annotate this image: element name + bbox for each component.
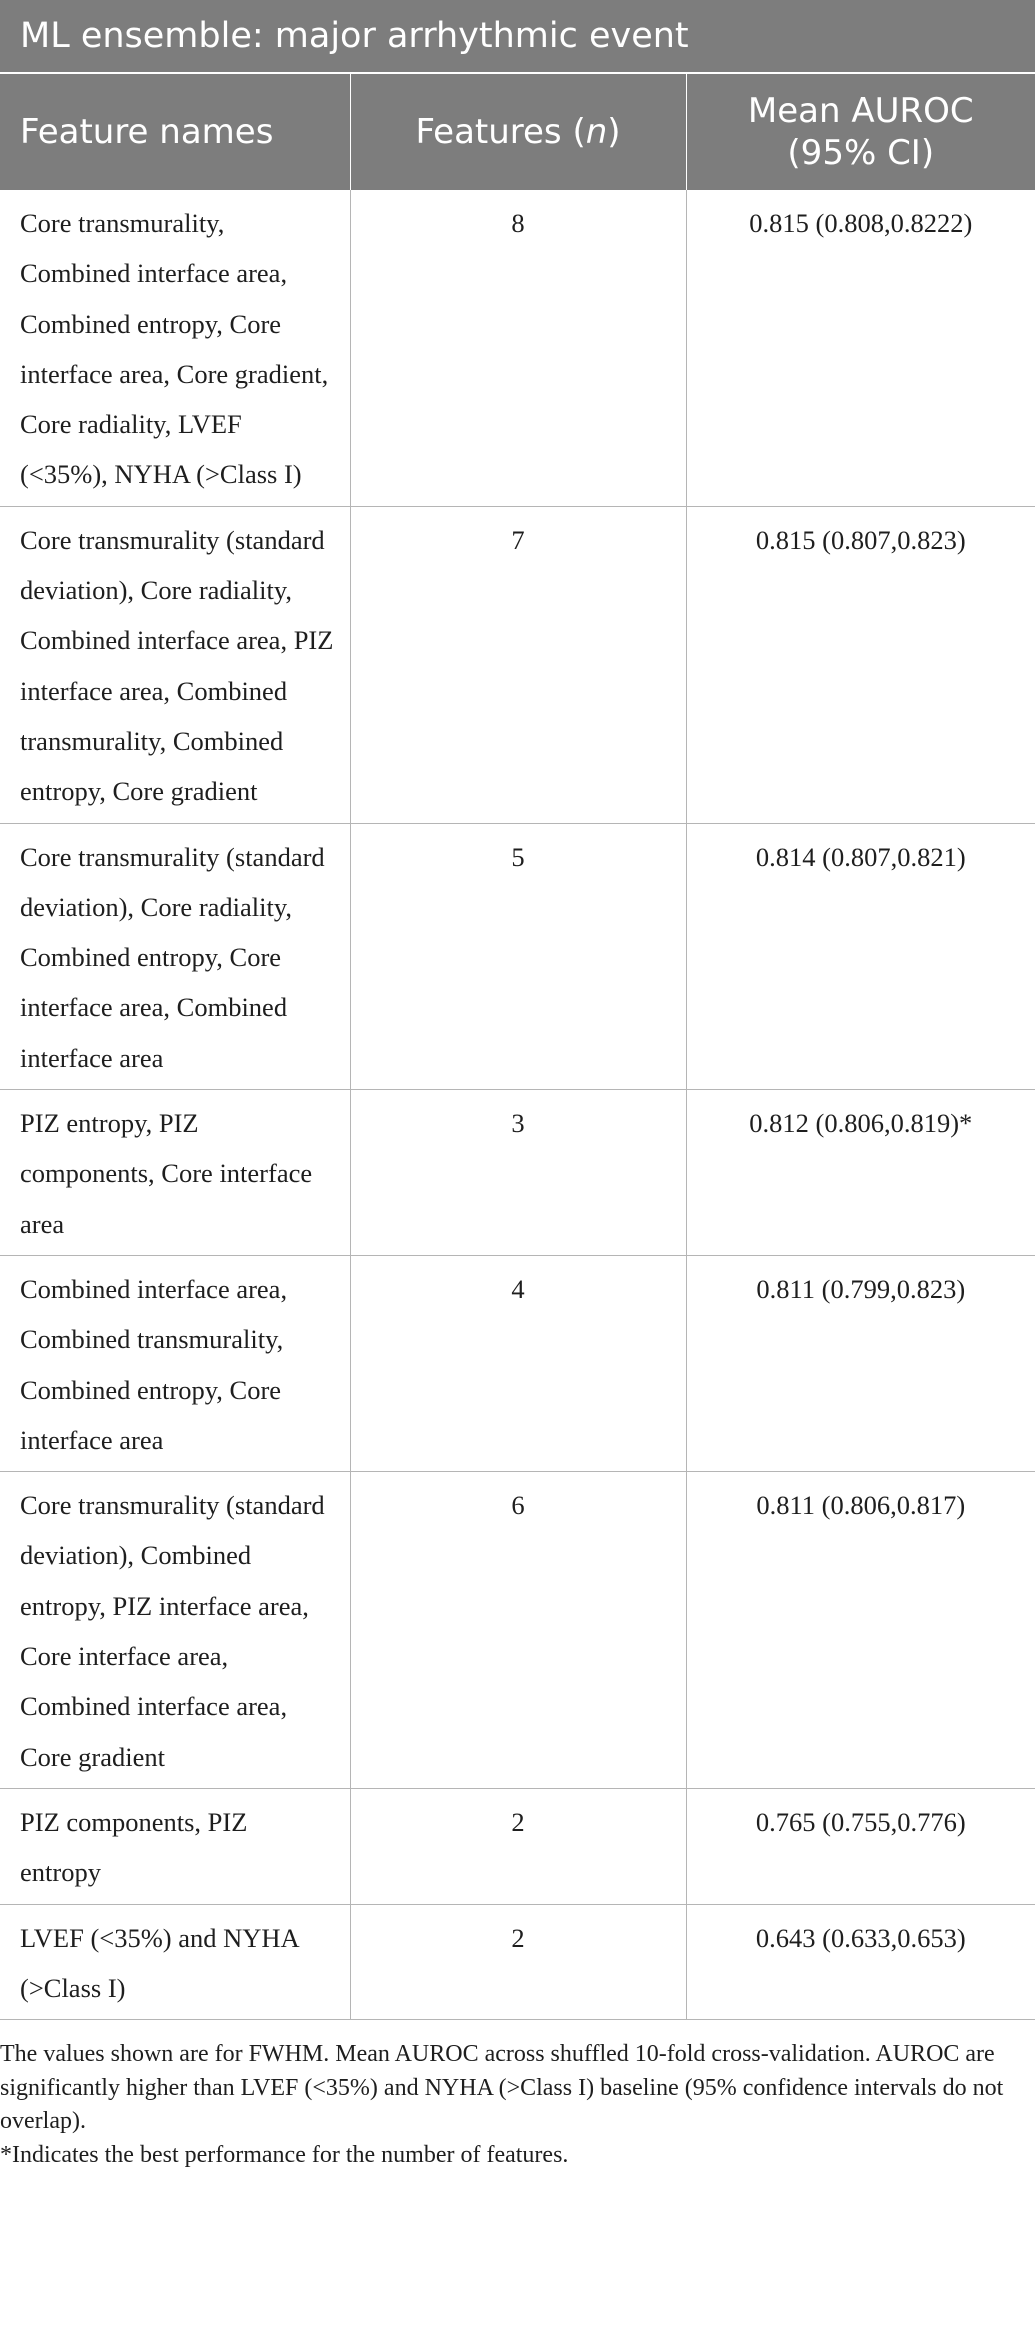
mean-auroc-cell: 0.811 (0.806,0.817) xyxy=(686,1472,1035,1789)
mean-auroc-cell: 0.814 (0.807,0.821) xyxy=(686,823,1035,1089)
header-features-n-var: n xyxy=(585,112,608,152)
header-features-n-prefix: Features ( xyxy=(415,112,586,152)
feature-count-cell: 2 xyxy=(350,1788,686,1904)
table-row xyxy=(0,1255,1035,1471)
table-footnotes xyxy=(0,2020,1035,2172)
feature-count-cell: 5 xyxy=(350,823,686,1089)
table-row xyxy=(0,506,1035,823)
feature-names-cell: Combined interface area, Combined transmurality, Combined entropy, Core interface area xyxy=(0,1255,350,1471)
feature-count-cell: 8 xyxy=(350,190,686,506)
feature-names-cell: Core transmurality (standard deviation), Combined entropy, PIZ interface area, Core interface area, Combined interface area, Core gradient xyxy=(0,1472,350,1789)
feature-names-cell: PIZ entropy, PIZ components, Core interface area xyxy=(0,1090,350,1256)
header-features-n-suffix: ) xyxy=(607,112,621,152)
mean-auroc-cell: 0.815 (0.807,0.823) xyxy=(686,506,1035,823)
table-caption: ML ensemble: major arrhythmic event xyxy=(0,0,1035,73)
feature-names-cell: Core transmurality, Combined interface area, Combined entropy, Core interface area, Core gradient, Core radiality, LVEF (<35%), NYHA (>Class I) xyxy=(0,190,350,506)
header-mean-auroc xyxy=(686,73,1035,190)
footnote-main: The values shown are for FWHM. Mean AUROC across shuffled 10-fold cross-validation. AUROC are significantly higher than LVEF (<35%) and NYHA (>Class I) baseline (95% confidence intervals do not overlap). xyxy=(0,2041,1004,2135)
feature-count-cell: 3 xyxy=(350,1090,686,1256)
feature-count-cell: 7 xyxy=(350,506,686,823)
feature-names-cell: Core transmurality (standard deviation), Core radiality, Combined interface area, PIZ interface area, Combined transmurality, Combined entropy, Core gradient xyxy=(0,506,350,823)
feature-count-cell: 4 xyxy=(350,1255,686,1471)
table-caption-row xyxy=(0,0,1035,73)
mean-auroc-cell: 0.643 (0.633,0.653) xyxy=(686,1904,1035,2020)
footnote-asterisk: *Indicates the best performance for the number of features. xyxy=(0,2141,569,2168)
table-row xyxy=(0,823,1035,1089)
feature-names-cell: PIZ components, PIZ entropy xyxy=(0,1788,350,1904)
header-mean-auroc-line1: Mean AUROC xyxy=(747,91,974,131)
feature-count-cell: 2 xyxy=(350,1904,686,2020)
mean-auroc-cell: 0.815 (0.808,0.8222) xyxy=(686,190,1035,506)
header-mean-auroc-line2: (95% CI) xyxy=(787,133,935,173)
mean-auroc-cell: 0.765 (0.755,0.776) xyxy=(686,1788,1035,1904)
feature-names-cell: Core transmurality (standard deviation), Core radiality, Combined entropy, Core interface area, Combined interface area xyxy=(0,823,350,1089)
feature-count-cell: 6 xyxy=(350,1472,686,1789)
table-row xyxy=(0,190,1035,506)
table-row xyxy=(0,1472,1035,1789)
mean-auroc-cell: 0.811 (0.799,0.823) xyxy=(686,1255,1035,1471)
table-row xyxy=(0,1904,1035,2020)
mean-auroc-cell: 0.812 (0.806,0.819)* xyxy=(686,1090,1035,1256)
feature-names-cell: LVEF (<35%) and NYHA (>Class I) xyxy=(0,1904,350,2020)
header-feature-names: Feature names xyxy=(0,73,350,190)
table-header-row xyxy=(0,73,1035,190)
header-features-n xyxy=(350,73,686,190)
table-row xyxy=(0,1788,1035,1904)
table-row xyxy=(0,1090,1035,1256)
